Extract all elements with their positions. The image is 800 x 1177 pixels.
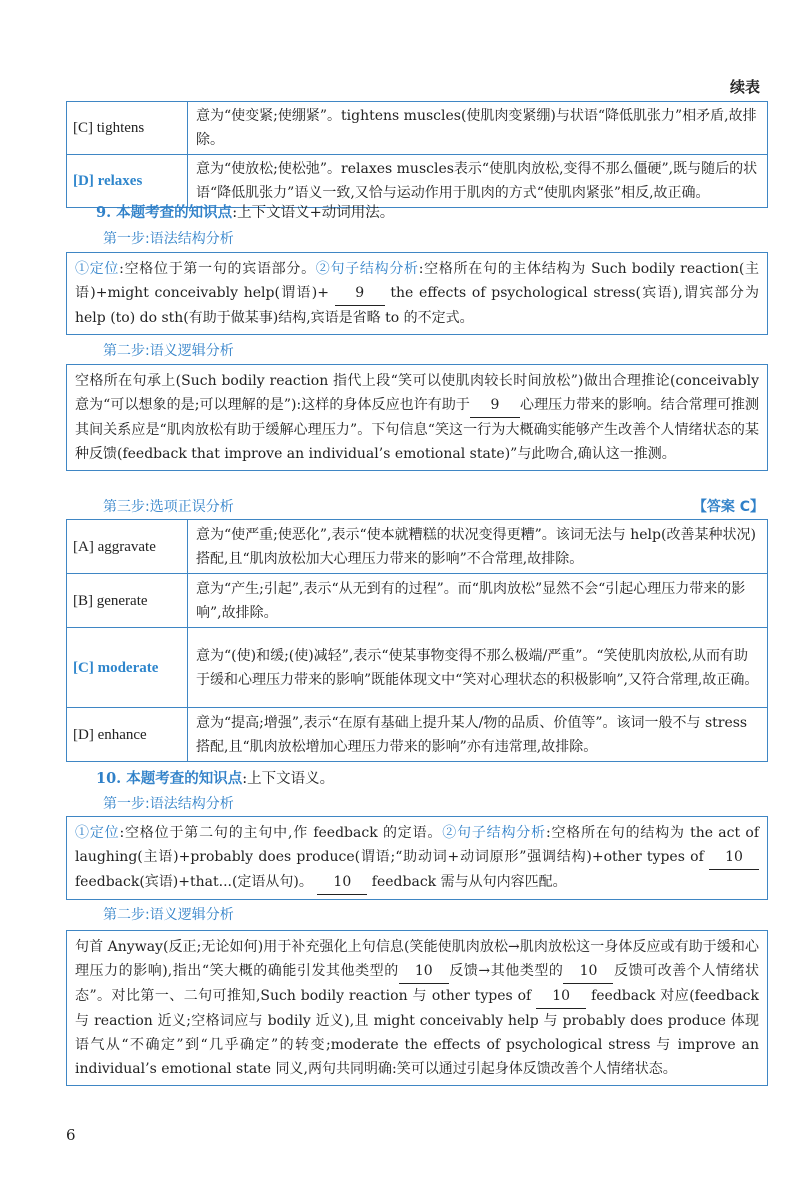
table-row — [67, 520, 768, 574]
table-row — [67, 102, 768, 155]
locate-label: ①定位 — [75, 825, 120, 841]
locate-text: :空格位于第二句的主句中,作 feedback 的定语。 — [119, 825, 443, 841]
option-explanation: 意为“(使)和缓;(使)减轻”,表示“使某事物变得不那么极端/严重”。“笑使肌肉放松,从而有助于缓和心理压力带来的影响”既能体现文中“笑对心理状态的积极影响”,又符合常理,故正确。 — [188, 628, 768, 708]
logic-text-cont: 心理压力带来的影响。结合常理可推测其间关系应是“肌肉放松有助于缓解心理压力”。下句信息“笑这一行为大概确实能够产生改善个人情绪状态的某种反馈(feedback that improve an individual’s emotional state)”与此吻合,确认这一推测。 — [75, 397, 759, 462]
q10-step1-box — [66, 816, 768, 900]
blank: 10 — [563, 959, 613, 984]
option-explanation: 意为“使放松;使松弛”。relaxes muscles表示“使肌肉放松,变得不那么僵硬”,既与随后的状语“降低肌张力”语义一致,又恰与运动作用于肌肉的方式“使肌肉紧张”相反,故正确。 — [188, 155, 768, 208]
option-explanation: 意为“使变紧;使绷紧”。tightens muscles(使肌肉变紧绷)与状语“降低肌张力”相矛盾,故排除。 — [188, 102, 768, 155]
continued-label: 续表 — [729, 78, 760, 96]
structure-text-cont: feedback(宾语)+that...(定语从句)。 — [75, 874, 313, 890]
q10-step1-label: 第一步:语法结构分析 — [103, 796, 234, 812]
structure-label: ②句子结构分析 — [315, 261, 419, 277]
structure-text: :空格所在句的结构为 the act of laughing(主语)+probably does produce(谓语;“助动词+动词原形”强调结构)+other types of — [75, 825, 760, 865]
q10-step2-label: 第二步:语义逻辑分析 — [103, 907, 234, 923]
q9-step2-label: 第二步:语义逻辑分析 — [103, 343, 234, 359]
options-table-q9 — [66, 519, 768, 762]
question-number: 9. 本题考查的知识点 — [96, 204, 233, 221]
q10-step2-box — [66, 930, 768, 1086]
table-row — [67, 574, 768, 628]
question-number: 10. 本题考查的知识点 — [96, 770, 243, 787]
table-row — [67, 155, 768, 208]
option-explanation: 意为“产生;引起”,表示“从无到有的过程”。而“肌肉放松”显然不会“引起心理压力带来的影响”,故排除。 — [188, 574, 768, 628]
structure-text-cont: the effects of psychological stress(宾语),谓宾部分为 help (to) do sth(有助于做某事)结构,宾语是省略 to 的不定式。 — [75, 285, 759, 326]
option-explanation: 意为“使严重;使恶化”,表示“使本就糟糕的状况变得更糟”。该词无法与 help(改善某种状况)搭配,且“肌肉放松加大心理压力带来的影响”不合常理,故排除。 — [188, 520, 768, 574]
question-topic: :上下文语义。 — [242, 771, 335, 787]
option-key: [B] generate — [67, 574, 188, 628]
logic-text-end: feedback 对应(feedback 与 reaction 近义;空格词应与 bodily 近义),且 might conceivably help 与 probably does produce 体现语气从“不确定”到“几乎确定”的转变;moderate the effects of psychological stress 与 improve an individual’s emotional state 同义,两句共同明确:笑可以通过引起身体反馈改善个人情绪状态。 — [75, 988, 760, 1077]
logic-text: 反馈→其他类型的 — [448, 963, 564, 979]
structure-text-end: feedback 需与从句内容匹配。 — [371, 874, 567, 890]
blank: 10 — [536, 984, 586, 1009]
blank: 10 — [399, 959, 449, 984]
structure-label: ②句子结构分析 — [442, 825, 546, 841]
options-table-continued — [66, 101, 768, 208]
q9-step1-box — [66, 252, 768, 335]
logic-text: 反馈可改善个人情绪状态”。对比第一、二句可推知,Such bodily reaction 与 other types of — [75, 963, 760, 1004]
q9-step1-label: 第一步:语法结构分析 — [103, 231, 234, 247]
structure-text: :空格所在句的主体结构为 Such bodily reaction(主语)+might conceivably help(谓语)+ — [75, 261, 760, 301]
blank: 9 — [470, 393, 520, 418]
table-row — [67, 628, 768, 708]
question-9-heading — [96, 203, 394, 223]
option-key-correct: [C] moderate — [67, 628, 188, 708]
locate-label: ①定位 — [75, 261, 120, 277]
question-topic: :上下文语义+动词用法。 — [232, 205, 395, 221]
option-explanation: 意为“提高;增强”,表示“在原有基础上提升某人/物的品质、价值等”。该词一般不与 stress 搭配,且“肌肉放松增加心理压力带来的影响”亦有违常理,故排除。 — [188, 708, 768, 762]
locate-text: :空格位于第一句的宾语部分。 — [119, 261, 316, 277]
answer-badge: 【答案 C】 — [692, 499, 764, 515]
blank: 10 — [317, 870, 367, 895]
option-key: [A] aggravate — [67, 520, 188, 574]
logic-text: 空格所在句承上(Such bodily reaction 指代上段“笑可以使肌肉较长时间放松”)做出合理推论(conceivably 意为“可以想象的是;可以理解的是”):这样的身体反应也许有助于 — [75, 373, 759, 413]
page-number: 6 — [66, 1126, 76, 1144]
q9-step3-label: 第三步:选项正误分析 — [103, 499, 234, 515]
blank: 9 — [335, 281, 385, 306]
blank: 10 — [709, 845, 759, 870]
question-10-heading — [96, 769, 334, 789]
option-key: [C] tightens — [67, 102, 188, 155]
option-key-correct: [D] relaxes — [67, 155, 188, 208]
table-row — [67, 708, 768, 762]
q9-step2-box — [66, 364, 768, 471]
logic-text: 句首 Anyway(反正;无论如何)用于补充强化上句信息(笑能使肌肉放松→肌肉放松这一身体反应或有助于缓和心理压力的影响),指出“笑大概的确能引发其他类型的 — [75, 939, 759, 979]
option-key: [D] enhance — [67, 708, 188, 762]
